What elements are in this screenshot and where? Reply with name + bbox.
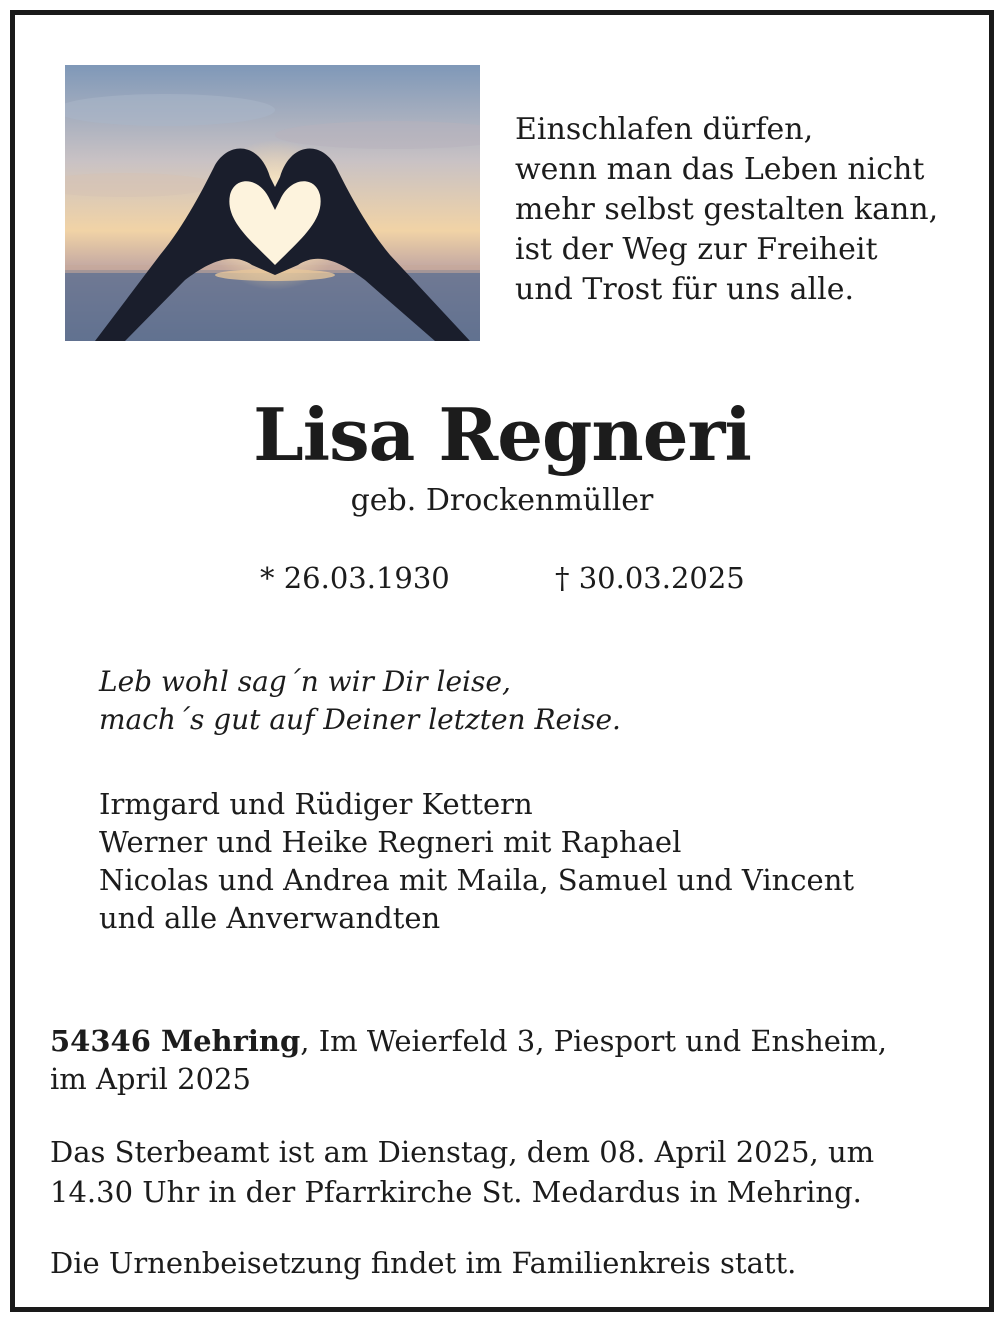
verse-line: mach´s gut auf Deiner letzten Reise. — [99, 703, 621, 736]
mourner-line: Irmgard und Rüdiger Kettern — [99, 787, 533, 821]
service-line: 14.30 Uhr in der Pfarrkirche St. Medardus in Mehring. — [50, 1175, 862, 1209]
heart-hands-sunset-photo — [65, 65, 480, 341]
postal-city: 54346 Mehring — [50, 1024, 301, 1058]
address: , Im Weierfeld 3, Piesport und Ensheim, — [300, 1024, 887, 1058]
mourner-line: Werner und Heike Regneri mit Raphael — [99, 825, 682, 859]
poem-line: wenn man das Leben nicht — [515, 152, 925, 187]
maiden-name: geb. Drockenmüller — [350, 483, 654, 518]
farewell-verse — [99, 663, 621, 739]
date-line: im April 2025 — [50, 1062, 251, 1096]
burial-info: Die Urnenbeisetzung findet im Familienkreis statt. — [50, 1246, 797, 1280]
obituary-frame — [10, 10, 994, 1312]
poem-line: mehr selbst gestalten kann, — [515, 192, 939, 227]
death-date: † 30.03.2025 — [555, 561, 745, 595]
mourner-line: Nicolas und Andrea mit Maila, Samuel und Vincent — [99, 863, 855, 897]
service-info — [50, 1132, 874, 1212]
mourners-list — [99, 785, 854, 937]
place-and-date — [50, 1022, 887, 1098]
deceased-name: Lisa Regneri — [253, 392, 751, 477]
poem — [515, 110, 985, 310]
poem-line: ist der Weg zur Freiheit — [515, 232, 878, 267]
verse-line: Leb wohl sag´n wir Dir leise, — [99, 665, 511, 698]
service-line: Das Sterbeamt ist am Dienstag, dem 08. April 2025, um — [50, 1135, 875, 1169]
mourner-line: und alle Anverwandten — [99, 901, 441, 935]
poem-line: Einschlafen dürfen, — [515, 112, 814, 147]
birth-date: * 26.03.1930 — [260, 561, 450, 595]
place-line — [50, 1022, 887, 1060]
poem-line: und Trost für uns alle. — [515, 272, 855, 307]
